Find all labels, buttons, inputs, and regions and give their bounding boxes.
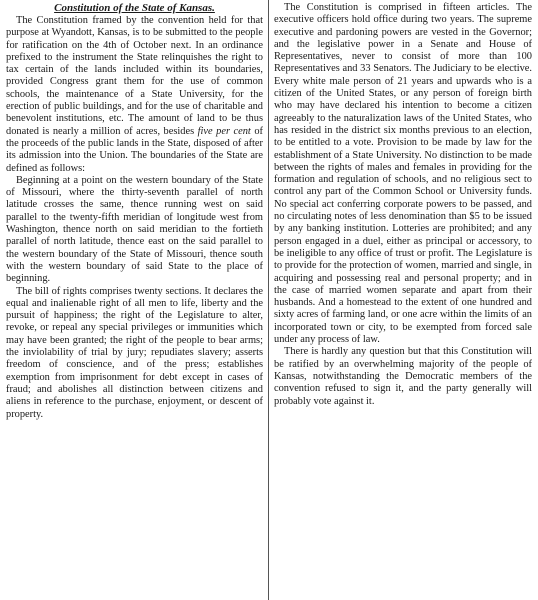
paragraph-boundaries: Beginning at a point on the western boundary of the State of Missouri, where the thirty-seventh parallel of north latitude crosses the same, thence running west on said parallel to the twenty-fifth meridian of longitude west from Washington, thence north on said meridian to the fortieth parallel of north latitude, thence east on the said parallel to the western boundary of the State of Missouri, thence south with the western boundary of said State to the place of beginning. — [6, 174, 263, 285]
paragraph-constitution-articles: The Constitution is comprised in fifteen articles. The executive officers hold office during two years. The supreme executive and pardoning powers are vested in the Governor; and the legislative power in a Senate and House of Representatives, never to consist of more than 100 Representatives and 33 Senators. The Judiciary to be elective. Every white male person of 21 years and upwards who is a citizen of the United States, or any person of foreign birth who may have declared his intention to become a citizen agreeably to the naturalization laws of the United States, who has resided in the district six months previous to an election, to be entitled to a vote. Provision to be made by law for the establishment of a State University. No distinction to be made between the rights of males and females in providing for the formation and regulation of schools, and no religious sect to control any part of the Common School or University funds. No special act conferring corporate powers to be passed, and no circulating notes of less denomination than $5 to be issued by any banking institution. Lotteries are prohibited; and any person engaged in a duel, either as principal or accessory, to be ineligible to any office of trust or profit. The Legislature is to provide for the protection of women, married and single, in acquiring and possessing real and personal property; and in the case of married women separate and apart from their husbands. And a homestead to the extent of one hundred and sixty acres of farming land, or one acre within the limits of an incorporated town or city, to be exempted from forced sale under any process of law. — [274, 2, 532, 346]
paragraph-ratification: There is hardly any question but that this Constitution will be ratified by an overwhelming majority of the people of Kansas, notwithstanding the Democratic members of the convention refused to sign it, and the party generally will probably vote against it. — [274, 346, 532, 407]
paragraph-ordinance-text-a: The Constitution framed by the convention held for that purpose at Wyandott, Kansas, is to be submitted to the people for ratification on the 4th of October next. In an ordinance prefixed to the instrument the State relinquishes the right to tax certain of the lands included within its boundaries, provided Congress grant them for the use of common schools, the maintenance of a State University, for the erection of public buildings, and for the use of charitable and benevolent institutions, etc. The amount of land to be thus donated is nearly a million of acres, besides — [6, 15, 263, 137]
paragraph-ordinance — [6, 15, 263, 175]
paragraph-ordinance-emphasis: five per cent — [197, 125, 251, 137]
column-divider — [268, 0, 269, 600]
left-column — [6, 2, 263, 421]
article-headline: Constitution of the State of Kansas. — [54, 2, 215, 14]
paragraph-ordinance-text-b: of the proceeds of the public lands in the State, disposed of after its admission into the Union. The boundaries of the State are defined as follows: — [6, 125, 263, 174]
paragraph-bill-of-rights: The bill of rights comprises twenty sections. It declares the equal and inalienable right of all men to life, liberty and the pursuit of happiness; the right of the Legislature to alter, revoke, or repeal any special privileges or immunities which may have been granted; the right of the people to bear arms; the inviolability of trial by jury; repudiates slavery; asserts freedom of conscience, and of the press; establishes exemption from imprisonment for debt except in cases of fraud; and abolishes all distinction between citizens and aliens in reference to the purchase, enjoyment, or descent of property. — [6, 285, 263, 420]
right-column — [274, 2, 532, 408]
